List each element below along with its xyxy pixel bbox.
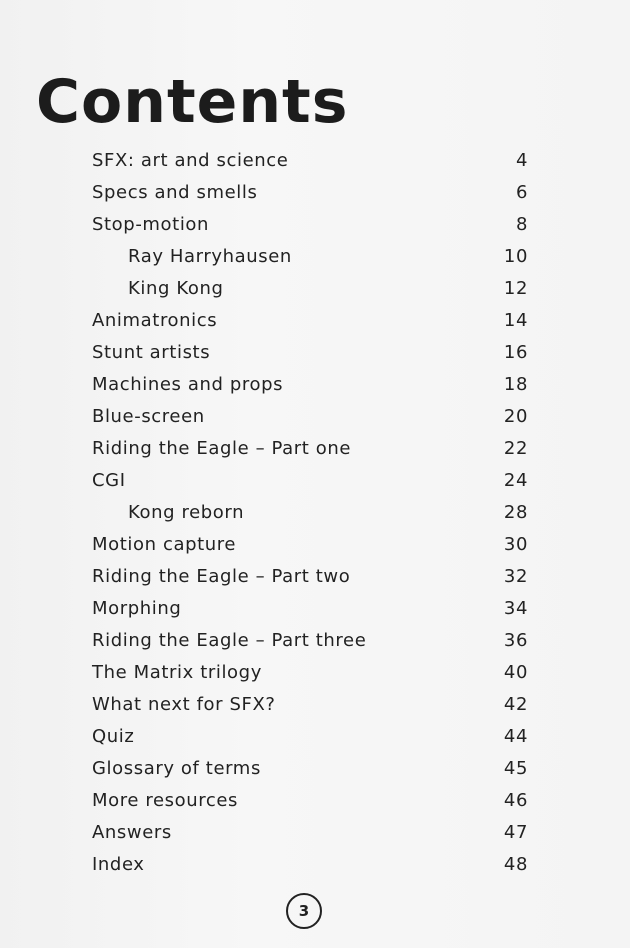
toc-entry-page: 30 <box>503 533 528 555</box>
toc-entry <box>92 784 528 816</box>
page-number-badge: 3 <box>286 893 322 929</box>
toc-entry-title: Kong reborn <box>128 501 245 523</box>
toc-entry-page: 45 <box>503 757 528 779</box>
toc-entry-title: CGI <box>92 469 126 491</box>
toc-entry-title: Machines and props <box>92 373 284 395</box>
toc-entry-title: SFX: art and science <box>92 149 289 171</box>
toc-entry-title: Motion capture <box>92 533 237 555</box>
toc-entry-page: 6 <box>515 181 528 203</box>
toc-entry-title: King Kong <box>128 277 224 299</box>
toc-entry <box>92 752 528 784</box>
toc-entry-page: 10 <box>503 245 528 267</box>
toc-entry-title: Blue-screen <box>92 405 205 427</box>
toc-entry-title: Stunt artists <box>92 341 211 363</box>
toc-entry-page: 28 <box>503 501 528 523</box>
toc-entry-title: Specs and smells <box>92 181 258 203</box>
toc-entry-page: 4 <box>515 149 528 171</box>
toc-entry <box>92 432 528 464</box>
toc-entry <box>92 720 528 752</box>
toc-entry-title: Animatronics <box>92 309 218 331</box>
toc-subentry <box>92 240 528 272</box>
toc-entry-title: Riding the Eagle – Part three <box>92 629 367 651</box>
toc-entry <box>92 400 528 432</box>
toc-entry <box>92 688 528 720</box>
toc-entry-page: 46 <box>503 789 528 811</box>
toc-entry-page: 24 <box>503 469 528 491</box>
toc-entry-page: 34 <box>503 597 528 619</box>
toc-entry-title: Stop-motion <box>92 213 210 235</box>
toc-entry <box>92 848 528 880</box>
toc-entry <box>92 816 528 848</box>
toc-entry-page: 16 <box>503 341 528 363</box>
toc-entry <box>92 464 528 496</box>
toc-entry-page: 18 <box>503 373 528 395</box>
toc-entry-page: 20 <box>503 405 528 427</box>
toc-entry-title: Ray Harryhausen <box>128 245 292 267</box>
toc-entry-title: The Matrix trilogy <box>92 661 262 683</box>
toc-entry-title: Morphing <box>92 597 182 619</box>
toc-entry-page: 14 <box>503 309 528 331</box>
toc-entry-page: 40 <box>503 661 528 683</box>
toc-entry-title: Glossary of terms <box>92 757 261 779</box>
toc-entry <box>92 176 528 208</box>
toc-entry <box>92 336 528 368</box>
toc-subentry <box>92 496 528 528</box>
toc-entry <box>92 528 528 560</box>
toc-entry <box>92 208 528 240</box>
toc-entry <box>92 144 528 176</box>
table-of-contents <box>92 144 528 880</box>
toc-subentry <box>92 272 528 304</box>
toc-entry <box>92 592 528 624</box>
toc-entry-page: 44 <box>503 725 528 747</box>
toc-entry-page: 48 <box>503 853 528 875</box>
toc-entry <box>92 624 528 656</box>
toc-entry-title: Index <box>92 853 145 875</box>
toc-entry <box>92 368 528 400</box>
toc-entry-title: What next for SFX? <box>92 693 276 715</box>
toc-entry <box>92 656 528 688</box>
toc-entry-page: 47 <box>503 821 528 843</box>
toc-entry-page: 8 <box>515 213 528 235</box>
toc-entry-title: More resources <box>92 789 238 811</box>
toc-entry <box>92 560 528 592</box>
toc-entry-title: Quiz <box>92 725 135 747</box>
toc-entry-title: Riding the Eagle – Part two <box>92 565 351 587</box>
toc-entry-page: 42 <box>503 693 528 715</box>
toc-entry-page: 32 <box>503 565 528 587</box>
toc-entry-page: 36 <box>503 629 528 651</box>
page-title: Contents <box>36 67 349 138</box>
toc-entry-page: 12 <box>503 277 528 299</box>
toc-entry-title: Answers <box>92 821 172 843</box>
toc-entry <box>92 304 528 336</box>
toc-entry-page: 22 <box>503 437 528 459</box>
toc-entry-title: Riding the Eagle – Part one <box>92 437 352 459</box>
